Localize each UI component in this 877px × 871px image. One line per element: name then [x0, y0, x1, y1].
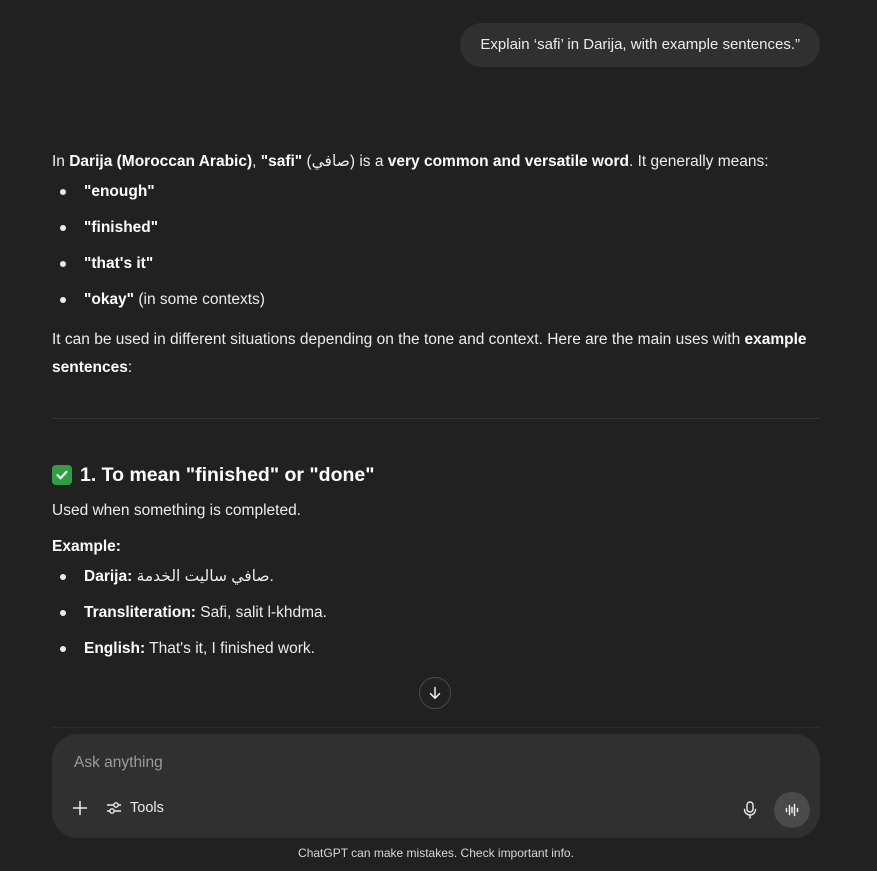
meaning-term: "okay"	[84, 291, 135, 308]
assistant-response	[52, 150, 820, 667]
list-item	[52, 559, 820, 595]
usage-text: It can be used in different situations depending on the tone and context. Here are the main uses with	[52, 331, 745, 348]
dictate-button[interactable]	[738, 798, 762, 822]
usage-text: :	[127, 359, 133, 376]
scroll-down-button[interactable]	[419, 677, 451, 709]
intro-text: . It generally means:	[628, 153, 769, 170]
composer-divider	[52, 727, 820, 728]
example-item-text: صافي ساليت الخدمة.	[132, 568, 274, 585]
intro-text: ,	[252, 153, 261, 170]
add-attachment-button[interactable]	[68, 796, 92, 820]
example-list	[52, 559, 820, 667]
prompt-input[interactable]	[72, 750, 716, 776]
composer	[52, 734, 820, 838]
intro-bold: Darija (Moroccan Arabic)	[69, 153, 253, 170]
tools-button[interactable]	[106, 796, 164, 820]
voice-mode-button[interactable]	[774, 792, 810, 828]
user-message-text: Explain ‘safi’ in Darija, with example sentences.”	[480, 36, 800, 53]
disclaimer: ChatGPT can make mistakes. Check important info.	[298, 846, 574, 860]
user-message-bubble	[460, 23, 820, 67]
example-item-label: Transliteration:	[84, 604, 196, 621]
list-item	[52, 246, 820, 282]
list-item	[52, 595, 820, 631]
section-heading	[52, 463, 820, 487]
voice-icon	[784, 802, 800, 818]
intro-bold: "safi"	[260, 153, 303, 170]
list-item	[52, 282, 820, 318]
check-icon	[52, 465, 72, 485]
list-item	[52, 631, 820, 667]
tools-label: Tools	[130, 800, 164, 816]
intro-paragraph	[52, 150, 820, 174]
list-item	[52, 210, 820, 246]
intro-text: (صافي) is a	[302, 153, 388, 170]
list-item	[52, 174, 820, 210]
example-item-text: That's it, I finished work.	[145, 640, 315, 657]
meanings-list	[52, 174, 820, 318]
intro-text: In	[52, 153, 70, 170]
meaning-term: "enough"	[84, 183, 155, 200]
example-item-text: Safi, salit l-khdma.	[195, 604, 327, 621]
meaning-term: "that's it"	[84, 255, 154, 272]
section-description: Used when something is completed.	[52, 502, 301, 519]
divider	[52, 418, 820, 419]
intro-bold: very common and versatile word	[387, 153, 629, 170]
meaning-note: (in some contexts)	[134, 291, 265, 308]
meaning-term: "finished"	[84, 219, 159, 236]
plus-icon	[72, 800, 88, 816]
arrow-down-icon	[427, 685, 443, 701]
example-label: Example:	[52, 538, 121, 555]
tools-icon	[106, 800, 122, 816]
example-item-label: Darija:	[84, 568, 133, 585]
mic-icon	[742, 801, 758, 819]
usage-bold: example sentences	[52, 331, 807, 376]
usage-paragraph	[52, 326, 820, 382]
example-item-label: English:	[84, 640, 146, 657]
section-heading-text: 1. To mean "finished" or "done"	[80, 464, 375, 486]
